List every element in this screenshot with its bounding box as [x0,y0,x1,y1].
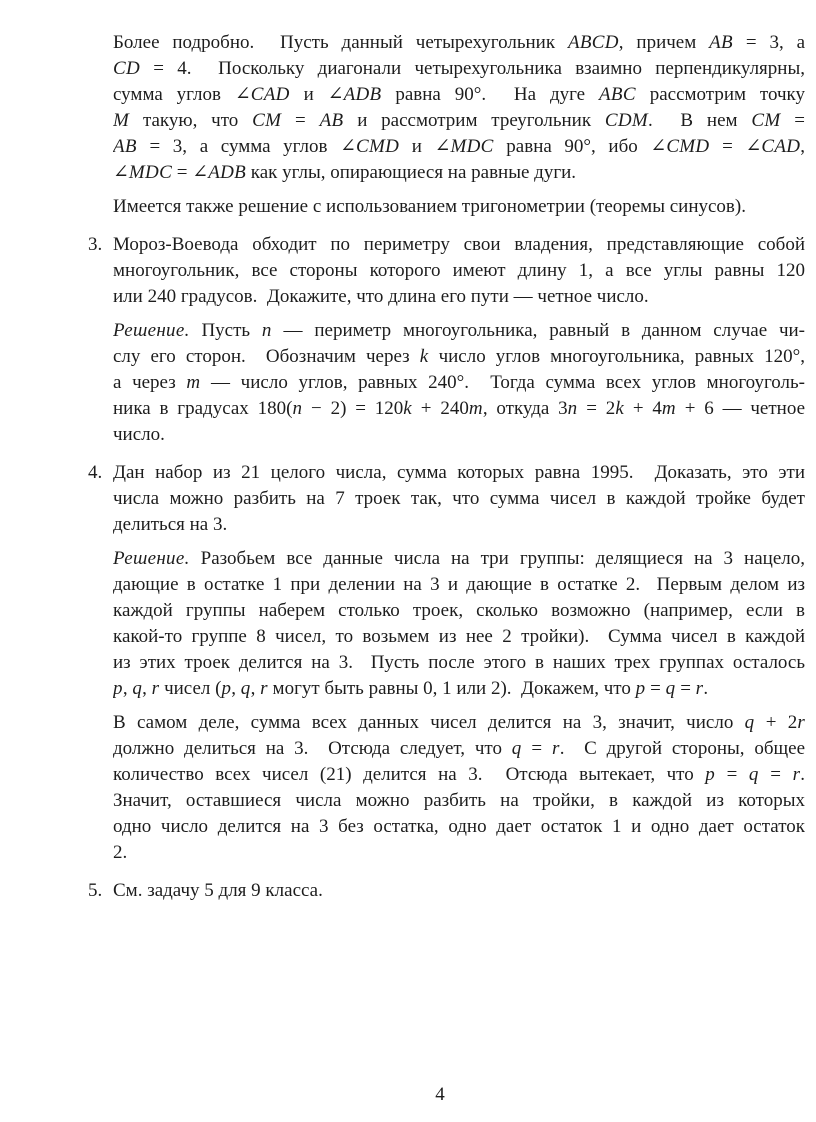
solution-3-paragraph [113,318,805,448]
text-line: Решение. Разобьем все данные числа на три группы: делящиеся на 3 нацело, [113,548,805,569]
text-line: CD = 4. Поскольку диагонали четырехугольника взаимно перпендикулярны, [113,58,805,79]
solution-4-paragraph-2 [113,710,805,866]
text-line: делиться на 3. [113,514,228,535]
problem-5 [88,878,805,904]
text-line: 2. [113,842,128,863]
solution-2-detail-paragraph [113,30,805,186]
text-line: ника в градусах 180(n − 2) = 120k + 240m, откуда 3n = 2k + 4m + 6 — четное [113,398,805,419]
text-line: p, q, r чисел (p, q, r могут быть равны 0, 1 или 2). Докажем, что p = q = r. [113,678,709,699]
text-line: количество всех чисел (21) делится на 3. Отсюда вытекает, что p = q = r. [113,764,805,785]
text-line: ∠MDC = ∠ADB как углы, опирающиеся на равные дуги. [113,162,577,183]
text-line: Мороз-Воевода обходит по периметру свои владения, представляющие собой [113,234,805,255]
text-line: слу его сторон. Обозначим через k число углов многоугольника, равных 120°, [113,346,805,367]
text-line: Значит, оставшиеся числа можно разбить на тройки, в каждой из которых [113,790,805,811]
text-line: сумма углов ∠CAD и ∠ADB равна 90°. На дуге ABC рассмотрим точку [113,84,805,105]
item-number: 3. [88,234,103,255]
text-line: дающие в остатке 1 при делении на 3 и дающие в остатке 2. Первым делом из [113,574,805,595]
solution-2-note-paragraph [113,194,805,220]
text-line: Решение. Пусть n — периметр многоугольника, равный в данном случае чи- [113,320,805,341]
text-line: число. [113,424,165,445]
page-number: 4 [435,1084,445,1105]
text-line: Имеется также решение с использованием тригонометрии (теоремы синусов). [113,196,746,217]
item-number: 5. [88,880,103,901]
text-line: каждой группы наберем столько троек, сколько возможно (например, если в [113,600,805,621]
text-line: AB = 3, а сумма углов ∠CMD и ∠MDC равна 90°, ибо ∠CMD = ∠CAD, [113,136,805,157]
problem-4 [88,460,805,538]
text-line: См. задачу 5 для 9 класса. [113,880,323,901]
document-content [88,30,805,904]
text-line: M такую, что CM = AB и рассмотрим треугольник CDM. В нем CM = [113,110,805,131]
text-line: или 240 градусов. Докажите, что длина его пути — четное число. [113,286,649,307]
text-line: Более подробно. Пусть данный четырехугольник ABCD, причем AB = 3, а [113,32,805,53]
text-line: одно число делится на 3 без остатка, одно дает остаток 1 и одно дает остаток [113,816,805,837]
text-line: В самом деле, сумма всех данных чисел делится на 3, значит, число q + 2r [113,712,805,733]
text-line: должно делиться на 3. Отсюда следует, что q = r. С другой стороны, общее [113,738,805,759]
text-line: какой-то группе 8 чисел, то возьмем из нее 2 тройки). Сумма чисел в каждой [113,626,805,647]
solution-4-paragraph-1 [113,546,805,702]
text-line: а через m — число углов, равных 240°. Тогда сумма всех углов многоуголь- [113,372,805,393]
text-line: Дан набор из 21 целого числа, сумма которых равна 1995. Доказать, это эти [113,462,805,483]
text-line: из этих троек делится на 3. Пусть после этого в наших трех группах осталось [113,652,805,673]
problem-3 [88,232,805,310]
text-line: многоугольник, все стороны которого имеют длину 1, а все углы равны 120 [113,260,805,281]
text-line: числа можно разбить на 7 троек так, что сумма чисел в каждой тройке будет [113,488,805,509]
item-number: 4. [88,462,103,483]
